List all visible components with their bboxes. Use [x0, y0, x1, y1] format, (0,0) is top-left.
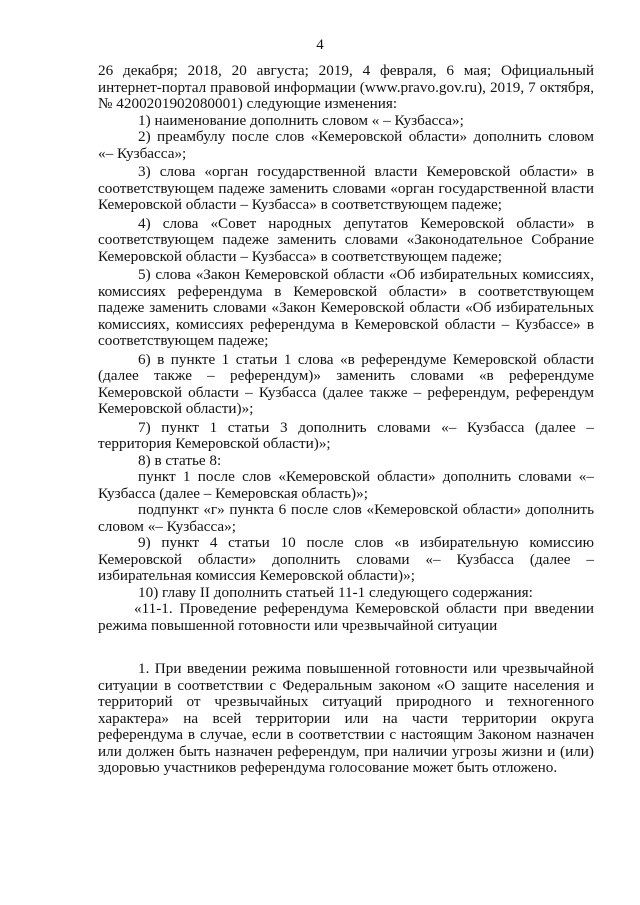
page-number: 4	[316, 37, 324, 53]
paragraph-item-10: 10) главу II дополнить статьей 11-1 следующего содержания:	[138, 583, 533, 601]
paragraph-item-8-point-1: пункт 1 после слов «Кемеровской области» дополнить словами «– Кузбасса (далее – Кемеровская область)»;	[98, 468, 594, 502]
paragraph-intro-continuation: 26 декабря; 2018, 20 августа; 2019, 4 февраля, 6 мая; Официальный интернет-портал правовой информации (www.pravo.gov.ru), 2019, 7 октября, № 4200201902080001) следующие изменения:	[98, 62, 594, 112]
paragraph-item-4: 4) слова «Совет народных депутатов Кемеровской области» в соответствующем падеже заменить словами «Законодательное Собрание Кемеровской области – Кузбасса» в соответствующем падеже;	[98, 214, 594, 265]
article-11-1-heading: «11-1. Проведение референдума Кемеровской области при введении режима повышенной готовности или чрезвычайной ситуации	[98, 600, 594, 634]
document-body	[98, 63, 594, 777]
paragraph-item-5: 5) слова «Закон Кемеровской области «Об избирательных комиссиях, комиссиях референдума в Кемеровской области» в соответствующем падеже заменить словами «Закон Кемеровской области «Об избирательных комиссиях, комиссиях референдума в Кемеровской области – Кузбассе» в соответствующем падеже;	[98, 266, 594, 349]
article-11-1-clause-1: 1. При введении режима повышенной готовности или чрезвычайной ситуации в соответствии с Федеральным законом «О защите населения и территорий от чрезвычайных ситуаций природного и техногенного характера» на всей территории или на части территории округа референдума в случае, если в соответствии с настоящим Законом назначен или должен быть назначен референдум, при наличии угрозы жизни и (или) здоровью участников референдума голосование может быть отложено.	[98, 660, 594, 776]
paragraph-item-8: 8) в статье 8:	[138, 451, 222, 469]
paragraph-item-2: 2) преамбулу после слов «Кемеровской области» дополнить словом «– Кузбасса»;	[98, 128, 594, 162]
paragraph-item-3: 3) слова «орган государственной власти Кемеровской области» в соответствующем падеже заменить словами «орган государственной власти Кемеровской области – Кузбасса» в соответствующем падеже;	[98, 163, 594, 213]
paragraph-item-6: 6) в пункте 1 статьи 1 слова «в референдуме Кемеровской области (далее также – референдум)» заменить словами «в референдуме Кемеровской области – Кузбасса (далее также – референдум, референдум Кемеровской области)»;	[98, 350, 594, 417]
paragraph-item-7: 7) пункт 1 статьи 3 дополнить словами «– Кузбасса (далее – территория Кемеровской области)»;	[98, 418, 594, 452]
paragraph-item-9: 9) пункт 4 статьи 10 после слов «в избирательную комиссию Кемеровской области» дополнить словами «– Кузбасса (далее – избирательная комиссия Кемеровской области)»;	[98, 534, 594, 584]
paragraph-item-1: 1) наименование дополнить словом « – Кузбасса»;	[138, 111, 464, 129]
paragraph-item-8-subpoint-g: подпункт «г» пункта 6 после слов «Кемеровской области» дополнить словом «– Кузбасса»;	[98, 501, 594, 535]
